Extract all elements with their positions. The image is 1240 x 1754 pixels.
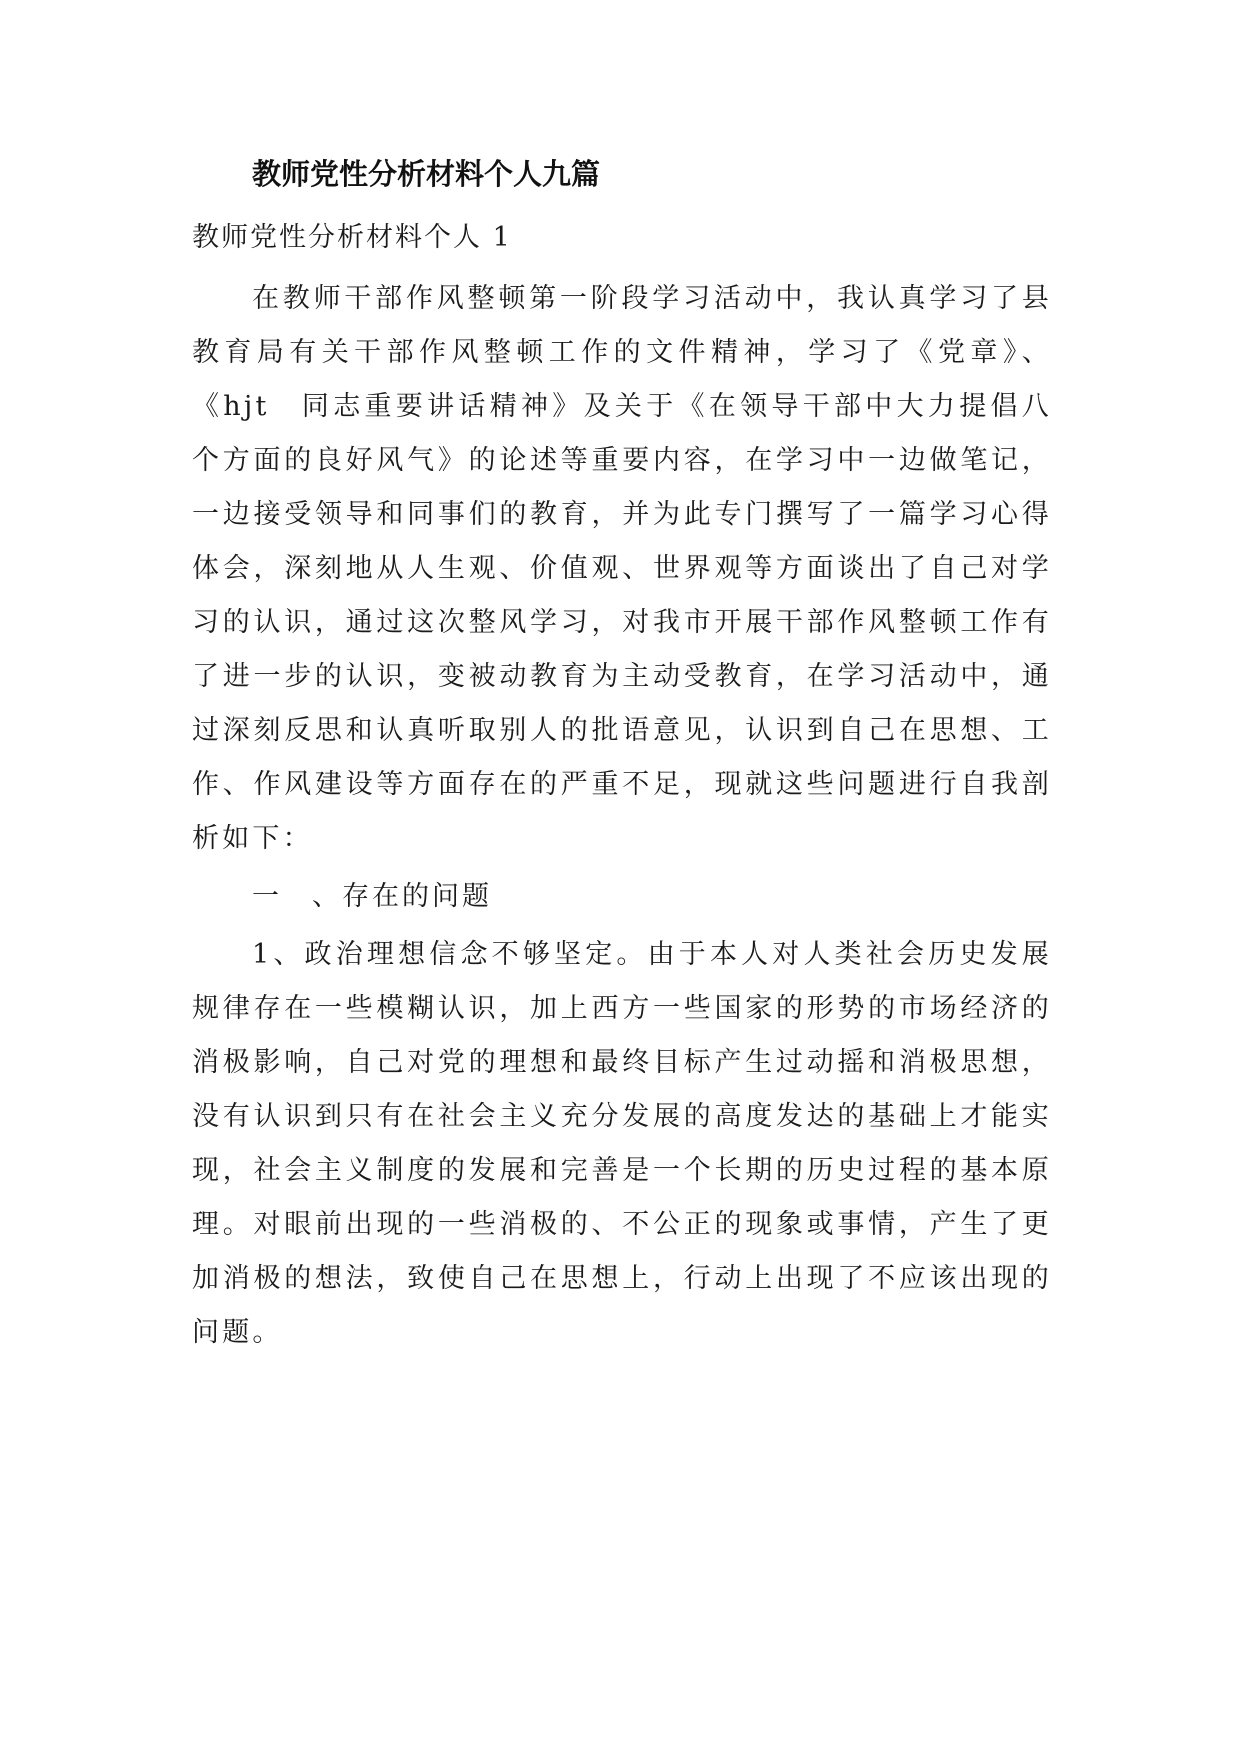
document-body xyxy=(192,152,1052,1360)
section-subtitle: 教师党性分析材料个人 1 xyxy=(192,222,512,253)
document-title: 教师党性分析材料个人九篇 xyxy=(252,157,601,191)
body-paragraph-intro: 在教师干部作风整顿第一阶段学习活动中，我认真学习了县教育局有关干部作风整顿工作的文件精神，学习了《党章》、《hjt 同志重要讲话精神》及关于《在领导干部中大力提倡八个方面的良好风气》的论述等重要内容，在学习中一边做笔记，一边接受领导和同事们的教育，并为此专门撰写了一篇学习心得体会，深刻地从人生观、价值观、世界观等方面谈出了自己对学习的认识，通过这次整风学习，对我市开展干部作风整顿工作有了进一步的认识，变被动教育为主动受教育，在学习活动中，通过深刻反思和认真听取别人的批语意见，认识到自己在思想、工作、作风建设等方面存在的严重不足，现就这些问题进行自我剖析如下： xyxy=(192,283,1052,854)
body-paragraph-political-belief: 1、政治理想信念不够坚定。由于本人对人类社会历史发展规律存在一些模糊认识，加上西方一些国家的形势的市场经济的消极影响，自己对党的理想和最终目标产生过动摇和消极思想，没有认识到只有在社会主义充分发展的高度发达的基础上才能实现，社会主义制度的发展和完善是一个长期的历史过程的基本原理。对眼前出现的一些消极的、不公正的现象或事情，产生了更加消极的想法，致使自己在思想上，行动上出现了不应该出现的问题。 xyxy=(192,939,1052,1348)
section-heading-problems: 一 、存在的问题 xyxy=(252,881,492,912)
